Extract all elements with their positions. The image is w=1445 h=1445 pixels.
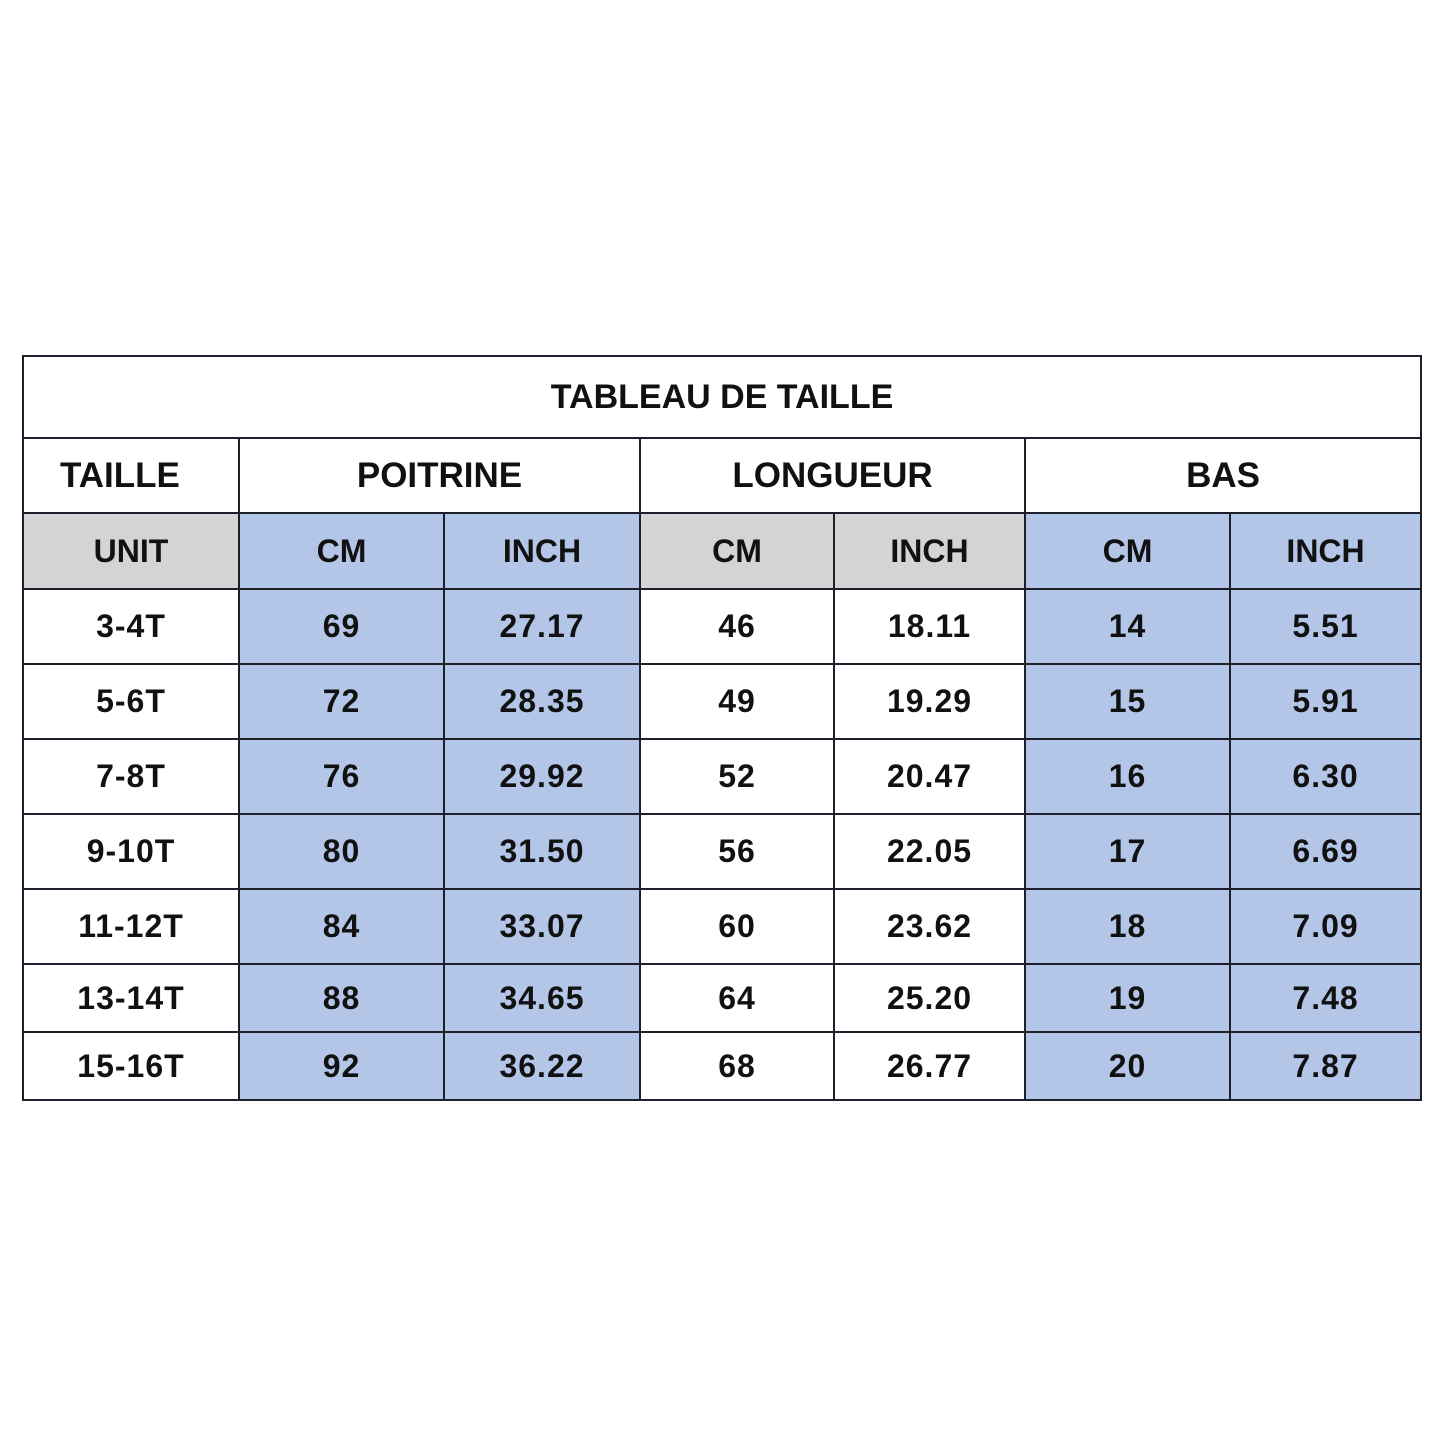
chest-inch-cell: 33.07	[444, 889, 640, 964]
length-inch-cell: 23.62	[834, 889, 1025, 964]
length-inch-header: INCH	[834, 513, 1025, 589]
size-cell: 5-6T	[23, 664, 239, 739]
length-cm-cell: 60	[640, 889, 834, 964]
size-cell: 11-12T	[23, 889, 239, 964]
bottom-group-header: BAS	[1025, 438, 1421, 513]
length-cm-header: CM	[640, 513, 834, 589]
unit-label: UNIT	[23, 513, 239, 589]
bottom-inch-cell: 5.51	[1230, 589, 1421, 664]
bottom-inch-header: INCH	[1230, 513, 1421, 589]
size-cell: 15-16T	[23, 1032, 239, 1100]
chart-title: TABLEAU DE TAILLE	[23, 356, 1421, 438]
chest-cm-header: CM	[239, 513, 444, 589]
bottom-cm-cell: 16	[1025, 739, 1230, 814]
length-cm-cell: 64	[640, 964, 834, 1032]
chest-inch-header: INCH	[444, 513, 640, 589]
length-inch-cell: 25.20	[834, 964, 1025, 1032]
size-chart-table	[22, 355, 1422, 1101]
bottom-inch-cell: 7.48	[1230, 964, 1421, 1032]
bottom-inch-cell: 7.87	[1230, 1032, 1421, 1100]
size-cell: 3-4T	[23, 589, 239, 664]
length-group-header: LONGUEUR	[640, 438, 1025, 513]
chest-inch-cell: 27.17	[444, 589, 640, 664]
table-row	[23, 814, 1421, 889]
bottom-inch-cell: 6.30	[1230, 739, 1421, 814]
size-group-header: TAILLE	[23, 438, 239, 513]
table-row	[23, 1032, 1421, 1100]
bottom-cm-cell: 19	[1025, 964, 1230, 1032]
size-cell: 9-10T	[23, 814, 239, 889]
group-header-row	[23, 438, 1421, 513]
unit-header-row	[23, 513, 1421, 589]
chest-cm-cell: 72	[239, 664, 444, 739]
chest-cm-cell: 76	[239, 739, 444, 814]
chest-inch-cell: 28.35	[444, 664, 640, 739]
chest-inch-cell: 34.65	[444, 964, 640, 1032]
bottom-inch-cell: 5.91	[1230, 664, 1421, 739]
bottom-cm-cell: 14	[1025, 589, 1230, 664]
length-inch-cell: 20.47	[834, 739, 1025, 814]
length-inch-cell: 18.11	[834, 589, 1025, 664]
table-row	[23, 664, 1421, 739]
chest-cm-cell: 80	[239, 814, 444, 889]
bottom-cm-cell: 18	[1025, 889, 1230, 964]
length-inch-cell: 26.77	[834, 1032, 1025, 1100]
length-cm-cell: 56	[640, 814, 834, 889]
chest-cm-cell: 88	[239, 964, 444, 1032]
length-cm-cell: 68	[640, 1032, 834, 1100]
length-cm-cell: 52	[640, 739, 834, 814]
chest-inch-cell: 31.50	[444, 814, 640, 889]
bottom-cm-header: CM	[1025, 513, 1230, 589]
bottom-inch-cell: 6.69	[1230, 814, 1421, 889]
length-inch-cell: 22.05	[834, 814, 1025, 889]
table-row	[23, 589, 1421, 664]
table-row	[23, 889, 1421, 964]
bottom-cm-cell: 20	[1025, 1032, 1230, 1100]
length-cm-cell: 46	[640, 589, 834, 664]
length-cm-cell: 49	[640, 664, 834, 739]
length-inch-cell: 19.29	[834, 664, 1025, 739]
table-row	[23, 964, 1421, 1032]
chest-cm-cell: 92	[239, 1032, 444, 1100]
chest-cm-cell: 69	[239, 589, 444, 664]
bottom-inch-cell: 7.09	[1230, 889, 1421, 964]
bottom-cm-cell: 15	[1025, 664, 1230, 739]
chest-inch-cell: 29.92	[444, 739, 640, 814]
chest-inch-cell: 36.22	[444, 1032, 640, 1100]
chest-group-header: POITRINE	[239, 438, 640, 513]
chest-cm-cell: 84	[239, 889, 444, 964]
size-cell: 13-14T	[23, 964, 239, 1032]
size-cell: 7-8T	[23, 739, 239, 814]
table-row	[23, 739, 1421, 814]
bottom-cm-cell: 17	[1025, 814, 1230, 889]
title-row	[23, 356, 1421, 438]
